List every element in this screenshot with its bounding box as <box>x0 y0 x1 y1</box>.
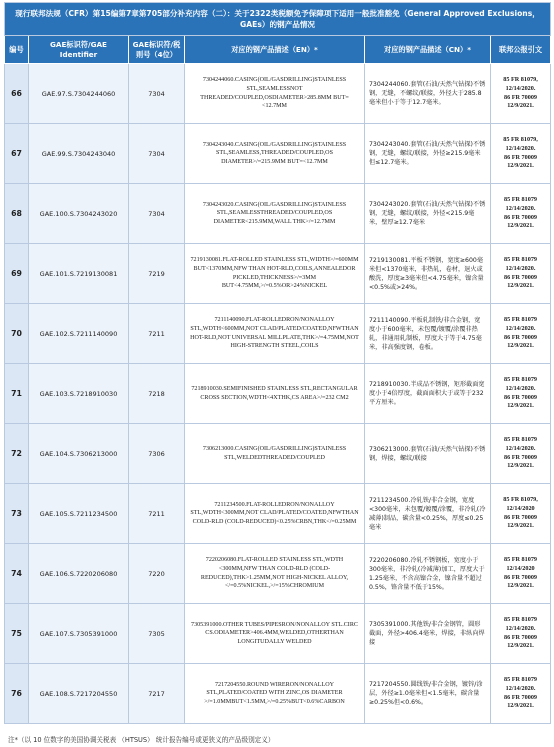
document-page <box>4 2 550 724</box>
federal-register-line: 85 FR 81079 <box>504 616 538 624</box>
federal-register-line: 85 FR 81079, <box>503 496 538 504</box>
federal-register-line: 12/14/2020. <box>505 144 536 152</box>
row-description-en: 7220206080.FLAT-ROLLED STAINLESS STL,WDTH <300MM,NFW THAN COLD-RLD (COLD-REDUCED),THK>1.25MM,NOT HIGH-NICKEL ALLOY,</=0.5%NICKEL,>/=15%CHROMIUM <box>185 544 365 604</box>
federal-register-line: 86 FR 70009 <box>504 333 538 341</box>
row-hts-code: 7304 <box>129 64 185 124</box>
federal-register-line: 12/9/2021. <box>507 702 534 710</box>
federal-register-line: 12/14/2020. <box>505 624 536 632</box>
table-body <box>5 3 551 724</box>
federal-register-line: 12/14/2020. <box>505 684 536 692</box>
row-hts-code: 7219 <box>129 244 185 304</box>
federal-register-line: 85 FR 81079, <box>503 136 538 144</box>
federal-register-line: 85 FR 81079 <box>504 256 538 264</box>
row-hts-code: 7304 <box>129 124 185 184</box>
row-federal-register <box>491 304 551 364</box>
row-description-en: 7211140090.FLAT-ROLLEDRON/NONALLOY STL,WDTH<600MM,NOT CLAD/PLATED/COATED,NFWTHAN HOT-RLD,NOT UNIVERSAL MILLPLATE,THK>/=4.75MM,NOT HIGH-STRENGTH STEEL,COILS <box>185 304 365 364</box>
table-row-74 <box>5 544 551 604</box>
row-description-en: 7219130081.FLAT-ROLLED STAINLESS STL,WIDTH>/=600MM BUT<1370MM,NFW THAN HOT-RLD,COILS,ANNEALEDOR PICKLED,THICKNESS>/=3MM BUT<4.75MM,>/=0.5%OR>24%NICKEL <box>185 244 365 304</box>
federal-register-line: 12/14/2020. <box>505 444 536 452</box>
federal-register-line: 12/9/2021. <box>507 282 534 290</box>
federal-register-line: 12/9/2021. <box>507 582 534 590</box>
row-federal-register <box>491 124 551 184</box>
federal-register-line: 86 FR 70009 <box>504 573 538 581</box>
federal-register-line: 12/14/2020. <box>505 84 536 92</box>
row-federal-register <box>491 544 551 604</box>
row-federal-register <box>491 604 551 664</box>
row-description-en: 7306213000.CASING(OIL/GASDRILLING)STAINLESS STL,WELDEDTHREADED/COUPLED <box>185 424 365 484</box>
row-description-en: 7304243040.CASING(OIL/GASDRILLING)STAINLESS STL,SEAMLESS,THREADED/COUPLED,OS DIAMETER>/=215.9MM BUT=<12.7MM <box>185 124 365 184</box>
federal-register-line: 86 FR 70009 <box>504 153 538 161</box>
row-description-cn: 7304243020.套管(石油/天然气钻探)不锈钢，无缝，螺纹/联接，外径<215.9毫米，壁厚≥12.7毫米 <box>365 184 491 244</box>
row-description-en: 7211234500.FLAT-ROLLEDRON/NONALLOY STL,WDTH<300MM,NOT CLAD/PLATED/COATED,NFWTHAN COLD-RLD (COLD-REDUCED)<0.25%CRBN,THK</=0.25MM <box>185 484 365 544</box>
row-number: 71 <box>5 364 29 424</box>
row-federal-register <box>491 64 551 124</box>
federal-register-line: 12/9/2021. <box>507 642 534 650</box>
row-number: 67 <box>5 124 29 184</box>
row-gae-id: GAE.108.S.7217204550 <box>29 664 129 724</box>
table-row-70 <box>5 304 551 364</box>
table-row-69 <box>5 244 551 304</box>
row-description-cn: 7306213000.套管(石油/天然气钻探)不锈钢，焊接，螺纹/联接 <box>365 424 491 484</box>
row-number: 75 <box>5 604 29 664</box>
federal-register-line: 85 FR 81079 <box>504 316 538 324</box>
row-description-cn: 7211140090.平板轧制铁/非合金钢，宽度小于600毫米，未包覆/镀覆/涂覆非热轧，非通用轧制板，厚度大于等于4.75毫米，非高强度钢，卷板。 <box>365 304 491 364</box>
row-description-cn: 7304243040.套管(石油/天然气钻探)不锈钢，无缝，螺纹/联接，外径≥215.9毫米但≤12.7毫米。 <box>365 124 491 184</box>
row-federal-register <box>491 184 551 244</box>
row-gae-id: GAE.102.S.7211140090 <box>29 304 129 364</box>
federal-register-line: 86 FR 70009 <box>504 453 538 461</box>
row-description-en: 7304244060.CASING(OIL/GASDRILLING)STAINLESS STL,SEAMLESSNOT THREADED/COUPLED,OSDIAMETER>285.8MM BUT=<12.7MM <box>185 64 365 124</box>
row-number: 73 <box>5 484 29 544</box>
header-cn: 对应的钢产品描述（CN）* <box>365 36 491 64</box>
header-gae-id: GAE标识符/GAE Identifier <box>29 36 129 64</box>
row-hts-code: 7218 <box>129 364 185 424</box>
row-description-en: 7305391000.OTHER TUBES/PIPESRON/NONALLOY STL.CIRC CS.ODIAMETER>406.4MM,WELDED,OTHERTHAN LONGITUDALLY WELDED <box>185 604 365 664</box>
table-row-68 <box>5 184 551 244</box>
federal-register-line: 12/9/2021. <box>507 462 534 470</box>
steel-products-table <box>4 2 551 724</box>
row-gae-id: GAE.106.S.7220206080 <box>29 544 129 604</box>
row-description-en: 7218910030.SEMIFINISHED STAINLESS STL,RECTANGULAR CROSS SECTION,WDTH<4XTHK,CS AREA>/=232 CM2 <box>185 364 365 424</box>
row-description-en: 7304243020.CASING(OIL/GASDRILLING)STAINLESS STL,SEAMLESSTHREADED/COUPLED,OS DIAMETER<215.9MM,WALL THK>/=12.7MM <box>185 184 365 244</box>
header-no: 编号 <box>5 36 29 64</box>
federal-register-line: 12/14/2020. <box>505 384 536 392</box>
federal-register-line: 85 FR 81079 <box>504 676 538 684</box>
table-header-row <box>5 36 551 64</box>
federal-register-line: 12/9/2021. <box>507 222 534 230</box>
row-description-cn: 7220206080.冷轧不锈钢板，宽度小于300毫米，非冷轧(冷减薄)加工，厚度大于1.25毫米，不含高镍合金，镍含量不超过0.5%，铬含量不低于15%。 <box>365 544 491 604</box>
table-row-72 <box>5 424 551 484</box>
row-hts-code: 7220 <box>129 544 185 604</box>
table-title: 现行联邦法规（CFR）第15编第7章第705部分补充内容（二）：关于2322类税额免予保障项下适用一般批准豁免（General Approved Exclusions，GAEs）的钢产品情况 <box>5 3 551 36</box>
row-hts-code: 7304 <box>129 184 185 244</box>
row-description-cn: 7305391000.其他铁/非合金钢管，圆形截面，外径>406.4毫米，焊接，非纵向焊接 <box>365 604 491 664</box>
federal-register-line: 12/14/2020. <box>505 264 536 272</box>
table-row-66 <box>5 64 551 124</box>
header-en: 对应的钢产品描述（EN）* <box>185 36 365 64</box>
table-row-76 <box>5 664 551 724</box>
footnote: 注*（以 10 位数字的美国协调关税表 （HTSUS） 统计报告编号或更狭义的产品级别定义） <box>8 736 275 744</box>
row-hts-code: 7211 <box>129 304 185 364</box>
table-row-73 <box>5 484 551 544</box>
row-federal-register <box>491 664 551 724</box>
federal-register-line: 12/14/2020 <box>506 504 535 512</box>
row-gae-id: GAE.101.S.7219130081 <box>29 244 129 304</box>
federal-register-line: 12/9/2021. <box>507 522 534 530</box>
federal-register-line: 86 FR 70009 <box>504 393 538 401</box>
row-gae-id: GAE.104.S.7306213000 <box>29 424 129 484</box>
federal-register-line: 12/14/2020. <box>505 204 536 212</box>
row-number: 72 <box>5 424 29 484</box>
row-gae-id: GAE.97.S.7304244060 <box>29 64 129 124</box>
federal-register-line: 85 FR 81079 <box>504 556 538 564</box>
row-description-en: 7217204550.ROUND WIRERON/NONALLOY STL,PLATED/COATED WITH ZINC,OS DIAMETER >/=1.0MMBUT<1.5MM,>/=0.25%BUT<0.6%CARBON <box>185 664 365 724</box>
header-fr: 联邦公报引文 <box>491 36 551 64</box>
header-hts: GAE标识符/税则号（4位） <box>129 36 185 64</box>
row-number: 69 <box>5 244 29 304</box>
federal-register-line: 86 FR 70009 <box>504 93 538 101</box>
row-description-cn: 7211234500.冷轧铁/非合金钢，宽度<300毫米，未包覆/镀覆/涂覆，非冷轧(冷减薄)制品，碳含量<0.25%，厚度≤0.25毫米 <box>365 484 491 544</box>
federal-register-line: 85 FR 81079, <box>503 76 538 84</box>
table-row-75 <box>5 604 551 664</box>
row-gae-id: GAE.99.S.7304243040 <box>29 124 129 184</box>
table-title-row <box>5 3 551 36</box>
row-description-cn: 7304244060.套管(石油/天然气钻探)不锈钢，无缝，不螺纹/联接，外径大于285.8毫米但小于等于12.7毫米。 <box>365 64 491 124</box>
federal-register-line: 85 FR 81079 <box>504 196 538 204</box>
row-number: 68 <box>5 184 29 244</box>
federal-register-line: 86 FR 70009 <box>504 513 538 521</box>
row-gae-id: GAE.100.S.7304243020 <box>29 184 129 244</box>
table-row-71 <box>5 364 551 424</box>
federal-register-line: 86 FR 70009 <box>504 273 538 281</box>
row-description-cn: 7217204550.圆线铁/非合金钢，镀锌/涂层，外径≥1.0毫米但<1.5毫米，碳含量≥0.25%但<0.6%。 <box>365 664 491 724</box>
row-gae-id: GAE.105.S.7211234500 <box>29 484 129 544</box>
row-number: 76 <box>5 664 29 724</box>
federal-register-line: 12/9/2021. <box>507 402 534 410</box>
federal-register-line: 12/9/2021. <box>507 102 534 110</box>
row-description-cn: 7218910030.半成品不锈钢，矩形截面宽度小于4倍厚度，截面面积大于或等于232平方厘米。 <box>365 364 491 424</box>
federal-register-line: 12/14/2020. <box>505 324 536 332</box>
row-number: 70 <box>5 304 29 364</box>
row-federal-register <box>491 484 551 544</box>
federal-register-line: 12/9/2021. <box>507 162 534 170</box>
federal-register-line: 86 FR 70009 <box>504 693 538 701</box>
row-federal-register <box>491 424 551 484</box>
federal-register-line: 86 FR 70009 <box>504 633 538 641</box>
federal-register-line: 12/9/2021. <box>507 342 534 350</box>
row-hts-code: 7306 <box>129 424 185 484</box>
row-number: 74 <box>5 544 29 604</box>
row-hts-code: 7305 <box>129 604 185 664</box>
row-hts-code: 7217 <box>129 664 185 724</box>
federal-register-line: 85 FR 81079 <box>504 436 538 444</box>
row-federal-register <box>491 244 551 304</box>
row-description-cn: 7219130081.平板不锈钢，宽度≥600毫米但<1370毫米，非热轧，卷材，退火或酸洗，厚度≥3毫米但<4.75毫米，镍含量<0.5%或>24%。 <box>365 244 491 304</box>
federal-register-line: 85 FR 81079 <box>504 376 538 384</box>
federal-register-line: 86 FR 70009 <box>504 213 538 221</box>
federal-register-line: 12/14/2020 <box>506 564 535 572</box>
row-hts-code: 7211 <box>129 484 185 544</box>
row-gae-id: GAE.103.S.7218910030 <box>29 364 129 424</box>
row-number: 66 <box>5 64 29 124</box>
row-gae-id: GAE.107.S.7305391000 <box>29 604 129 664</box>
table-row-67 <box>5 124 551 184</box>
row-federal-register <box>491 364 551 424</box>
